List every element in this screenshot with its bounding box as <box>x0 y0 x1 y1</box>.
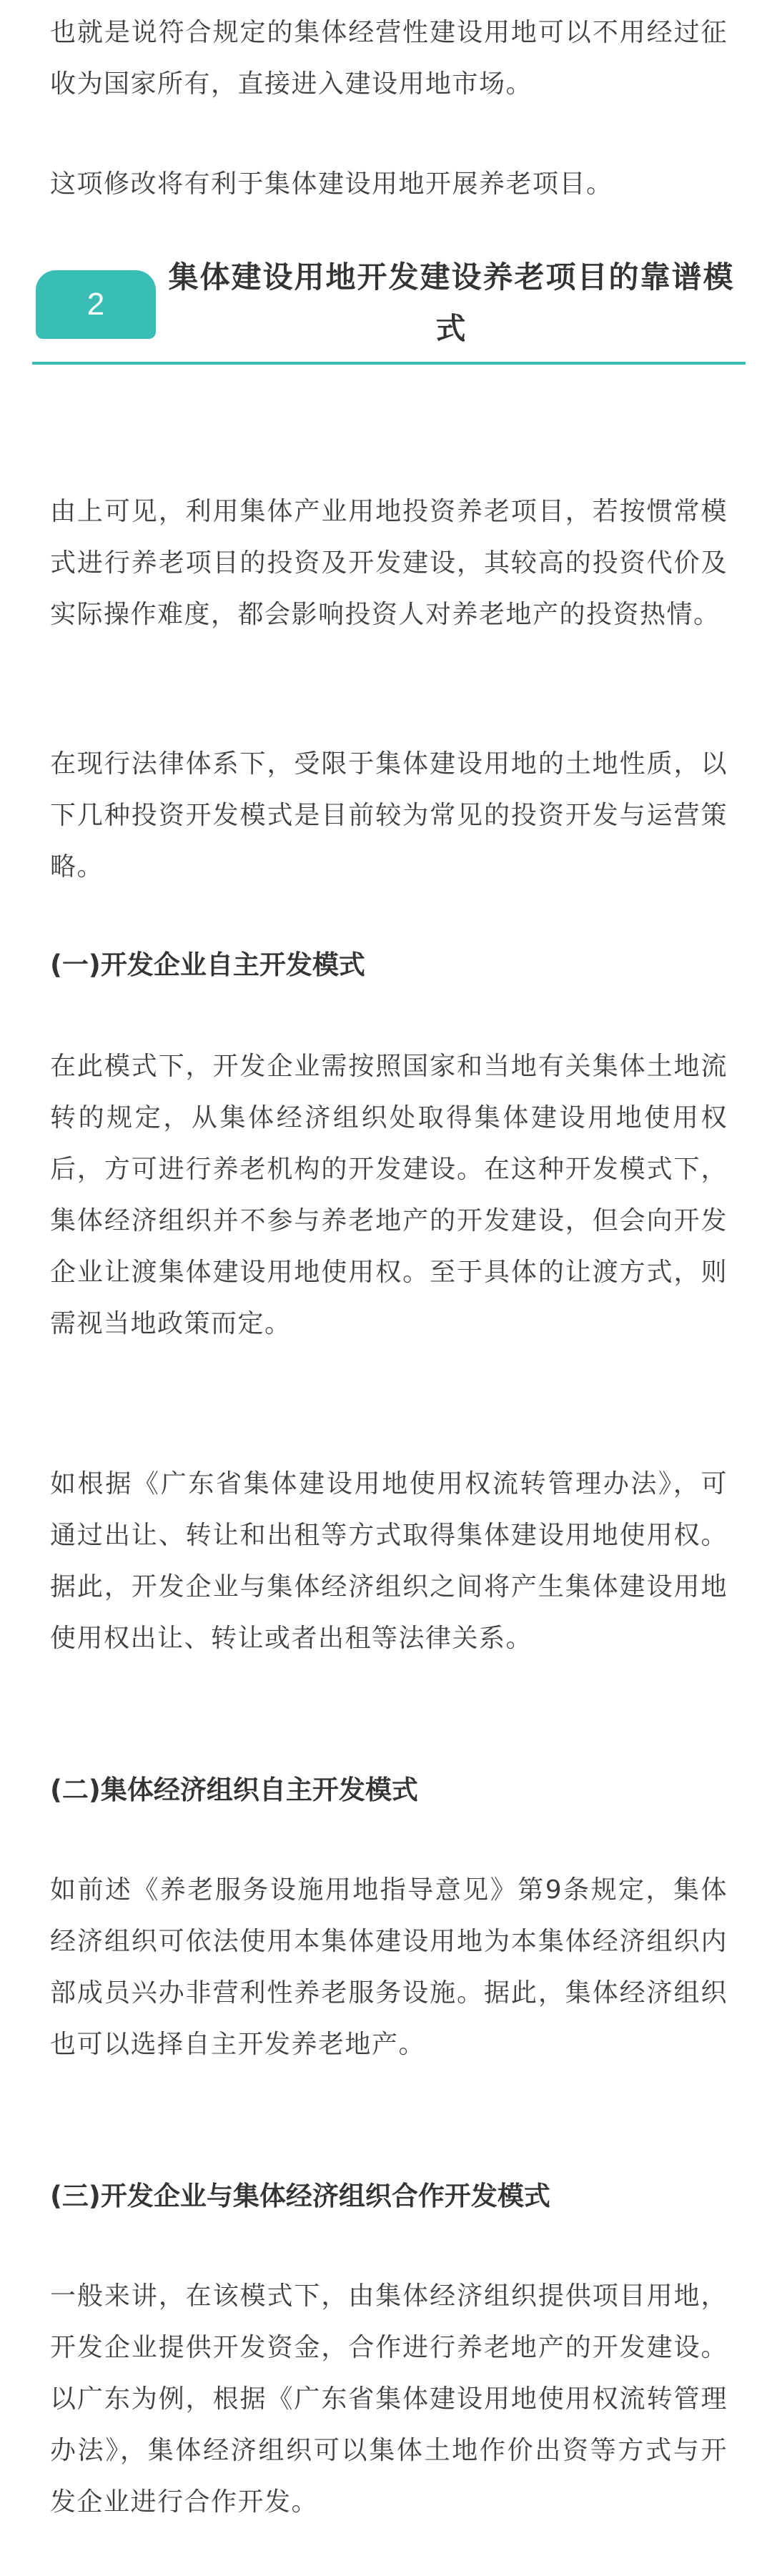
section-number-badge <box>36 270 156 339</box>
intro-paragraph-1: 也就是说符合规定的集体经营性建设用地可以不用经过征收为国家所有，直接进入建设用地市场。 <box>50 18 728 99</box>
subheading-3: (三)开发企业与集体经济组织合作开发模式 <box>50 2181 550 2211</box>
body-paragraph-3: 在此模式下，开发企业需按照国家和当地有关集体土地流转的规定，从集体经济组织处取得集体建设用地使用权后，方可进行养老机构的开发建设。在这种开发模式下，集体经济组织并不参与养老地产的开发建设，但会向开发企业让渡集体建设用地使用权。至于具体的让渡方式，则需视当地政策而定。 <box>50 1052 728 1338</box>
subheading-2: (二)集体经济组织自主开发模式 <box>50 1775 418 1805</box>
body-paragraph-2: 在现行法律体系下，受限于集体建设用地的土地性质，以下几种投资开发模式是目前较为常见的投资开发与运营策略。 <box>50 749 728 882</box>
section-number: 2 <box>86 287 105 322</box>
body-paragraph-1: 由上可见，利用集体产业用地投资养老项目，若按惯常模式进行养老项目的投资及开发建设，其较高的投资代价及实际操作难度，都会影响投资人对养老地产的投资热情。 <box>50 497 728 629</box>
subheading-1: (一)开发企业自主开发模式 <box>50 949 365 980</box>
body-paragraph-5: 如前述《养老服务设施用地指导意见》第9条规定，集体经济组织可依法使用本集体建设用地为本集体经济组织内部成员兴办非营利性养老服务设施。据此，集体经济组织也可以选择自主开发养老地产。 <box>50 1875 728 2059</box>
body-paragraph-6: 一般来讲，在该模式下，由集体经济组织提供项目用地，开发企业提供开发资金，合作进行养老地产的开发建设。以广东为例，根据《广东省集体建设用地使用权流转管理办法》，集体经济组织可以集体土地作价出资等方式与开发企业进行合作开发。 <box>50 2281 728 2517</box>
intro-paragraph-2: 这项修改将有利于集体建设用地开展养老项目。 <box>50 169 613 199</box>
section-header <box>32 252 746 366</box>
section-divider <box>32 362 746 365</box>
section-title: 集体建设用地开发建设养老项目的靠谱模式 <box>168 260 735 346</box>
body-paragraph-4: 如根据《广东省集体建设用地使用权流转管理办法》，可通过出让、转让和出租等方式取得集体建设用地使用权。据此，开发企业与集体经济组织之间将产生集体建设用地使用权出让、转让或者出租等法律关系。 <box>50 1469 728 1653</box>
